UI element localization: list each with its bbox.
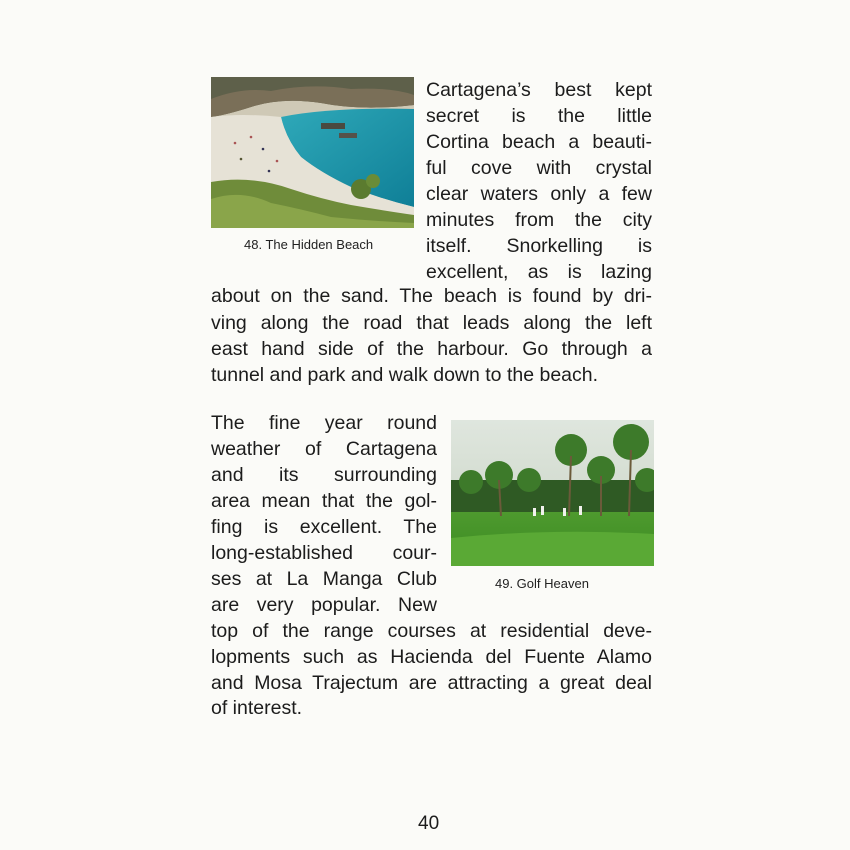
paragraph2-line: lopments such as Hacienda del Fuente Alamo [211, 646, 652, 668]
paragraph1-line: itself. Snorkelling is [426, 235, 652, 257]
paragraph2-line: are very popular. New [211, 594, 437, 616]
paragraph2-line: top of the range courses at residential deve- [211, 620, 652, 642]
paragraph1-line: ving along the road that leads along the left [211, 312, 652, 334]
paragraph2-line: fing is excellent. The [211, 516, 437, 538]
hidden-beach-caption: 48. The Hidden Beach [244, 237, 374, 252]
paragraph1-line: Cartagena’s best kept [426, 79, 652, 101]
paragraph1-line: ful cove with crystal [426, 157, 652, 179]
paragraph1-line: excellent, as is lazing [426, 261, 652, 283]
paragraph1-line: east hand side of the harbour. Go through a [211, 338, 652, 360]
paragraph1-line: about on the sand. The beach is found by dri- [211, 285, 652, 307]
paragraph1-line: secret is the little [426, 105, 652, 127]
paragraph2-line: long-established cour- [211, 542, 437, 564]
paragraph2-line: ses at La Manga Club [211, 568, 437, 590]
paragraph1-line: Cortina beach a beauti- [426, 131, 652, 153]
page-number: 40 [418, 813, 440, 834]
golf-heaven-photo [451, 420, 654, 566]
paragraph2-line: The fine year round [211, 412, 437, 434]
golf-heaven-caption: 49. Golf Heaven [495, 576, 589, 591]
paragraph2-line: weather of Cartagena [211, 438, 437, 460]
paragraph1-line: tunnel and park and walk down to the beach. [211, 364, 599, 386]
paragraph2-line: and its surrounding [211, 464, 437, 486]
paragraph1-line: clear waters only a few [426, 183, 652, 205]
paragraph2-line: and Mosa Trajectum are attracting a great deal [211, 672, 652, 694]
hidden-beach-photo [211, 77, 414, 228]
paragraph2-line: of interest. [211, 697, 303, 719]
paragraph2-line: area mean that the gol- [211, 490, 437, 512]
paragraph1-line: minutes from the city [426, 209, 652, 231]
